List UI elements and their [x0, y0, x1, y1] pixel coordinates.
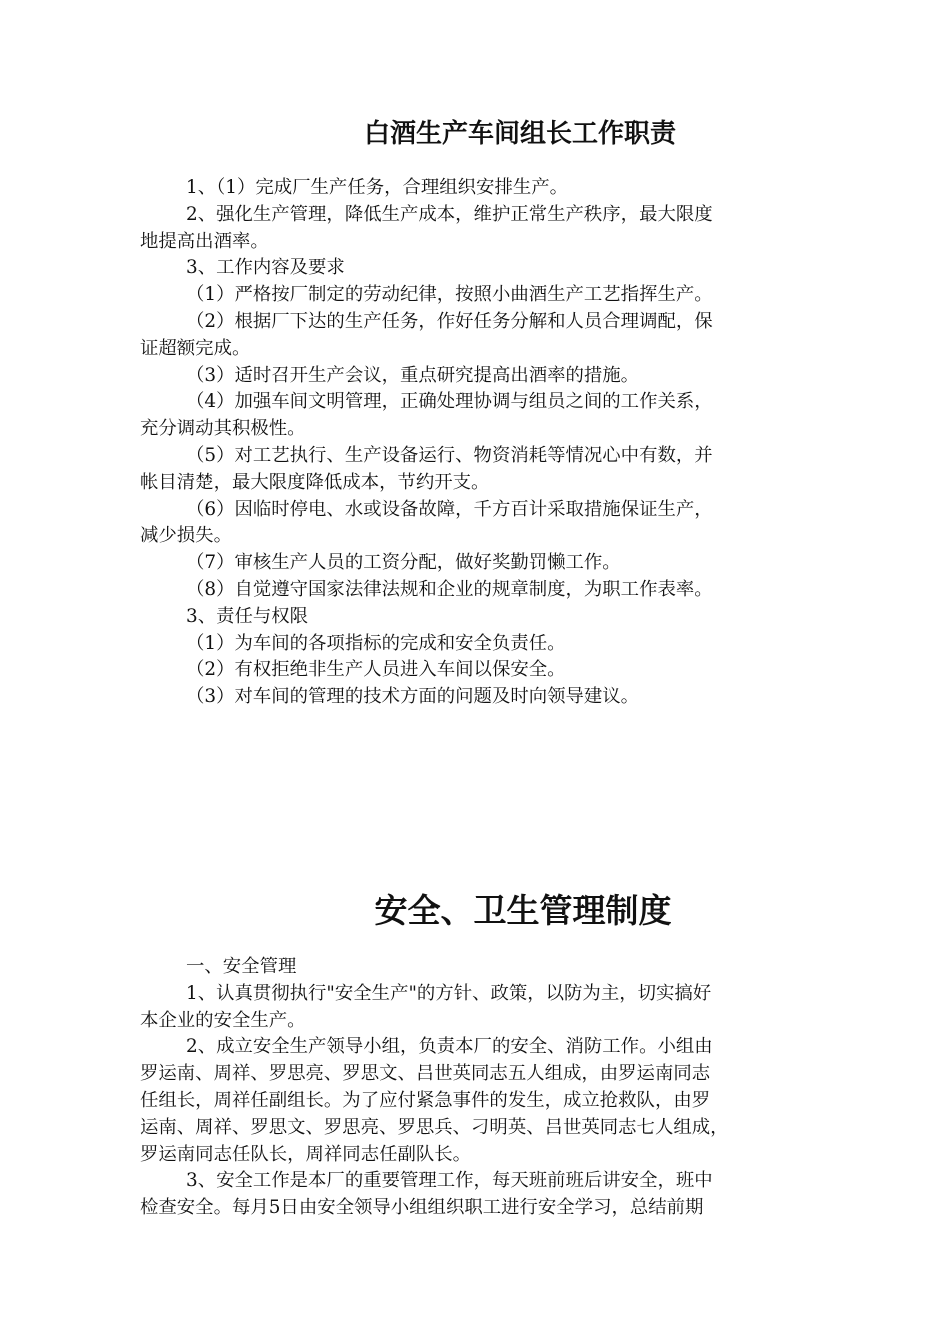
text-line: （5）对工艺执行、生产设备运行、物资消耗等情况心中有数，并: [186, 444, 713, 466]
text-line: 2、强化生产管理，降低生产成本，维护正常生产秩序，最大限度: [186, 203, 713, 225]
text-line: （1）为车间的各项指标的完成和安全负责任。: [186, 632, 566, 654]
text-line: 检查安全。每月5日由安全领导小组组织职工进行安全学习，总结前期: [140, 1197, 704, 1219]
text-line: 充分调动其积极性。: [140, 418, 306, 440]
text-line: 3、责任与权限: [186, 605, 309, 627]
text-line: 1、（1）完成厂生产任务，合理组织安排生产。: [186, 177, 569, 198]
text-line: 运南、周祥、罗思文、罗思亮、罗思兵、刁明英、吕世英同志七人组成，: [140, 1116, 729, 1138]
workshop-duties-body: [140, 175, 840, 711]
text-line: （8）自觉遵守国家法律法规和企业的规章制度，为职工作表率。: [186, 578, 713, 600]
text-line: （2）根据厂下达的生产任务，作好任务分解和人员合理调配，保: [186, 310, 713, 332]
document-title-safety-hygiene: 安全、卫生管理制度: [374, 891, 672, 930]
text-line: （2）有权拒绝非生产人员进入车间以保安全。: [186, 659, 566, 681]
text-line: 1、认真贯彻执行"安全生产"的方针、政策，以防为主，切实搞好: [186, 982, 712, 1004]
safety-hygiene-body: [140, 954, 840, 1222]
text-line: （6）因临时停电、水或设备故障，千方百计采取措施保证生产，: [186, 498, 713, 520]
text-line: 本企业的安全生产。: [140, 1009, 306, 1031]
text-line: （3）适时召开生产会议，重点研究提高出酒率的措施。: [186, 364, 640, 386]
text-line: （1）严格按厂制定的劳动纪律，按照小曲酒生产工艺指挥生产。: [186, 284, 713, 306]
text-line: 一、安全管理: [186, 956, 297, 977]
text-line: （3）对车间的管理的技术方面的问题及时向领导建议。: [186, 686, 640, 708]
text-line: 3、工作内容及要求: [186, 257, 345, 279]
text-line: 减少损失。: [140, 525, 232, 547]
text-line: 任组长，周祥任副组长。为了应付紧急事件的发生，成立抢救队，由罗: [140, 1089, 711, 1111]
text-line: 罗运南、周祥、罗思亮、罗思文、吕世英同志五人组成，由罗运南同志: [140, 1063, 711, 1085]
text-line: 帐目清楚，最大限度降低成本，节约开支。: [140, 471, 490, 493]
document-title-workshop-duties: 白酒生产车间组长工作职责: [363, 119, 676, 149]
text-line: 证超额完成。: [140, 337, 251, 359]
text-line: （4）加强车间文明管理，正确处理协调与组员之间的工作关系，: [186, 391, 713, 413]
text-line: 2、成立安全生产领导小组，负责本厂的安全、消防工作。小组由: [186, 1036, 713, 1058]
text-line: 3、安全工作是本厂的重要管理工作，每天班前班后讲安全，班中: [186, 1170, 713, 1192]
text-line: （7）审核生产人员的工资分配，做好奖勤罚懒工作。: [186, 552, 621, 574]
text-line: 地提高出酒率。: [140, 230, 269, 252]
text-line: 罗运南同志任队长，周祥同志任副队长。: [140, 1143, 472, 1165]
